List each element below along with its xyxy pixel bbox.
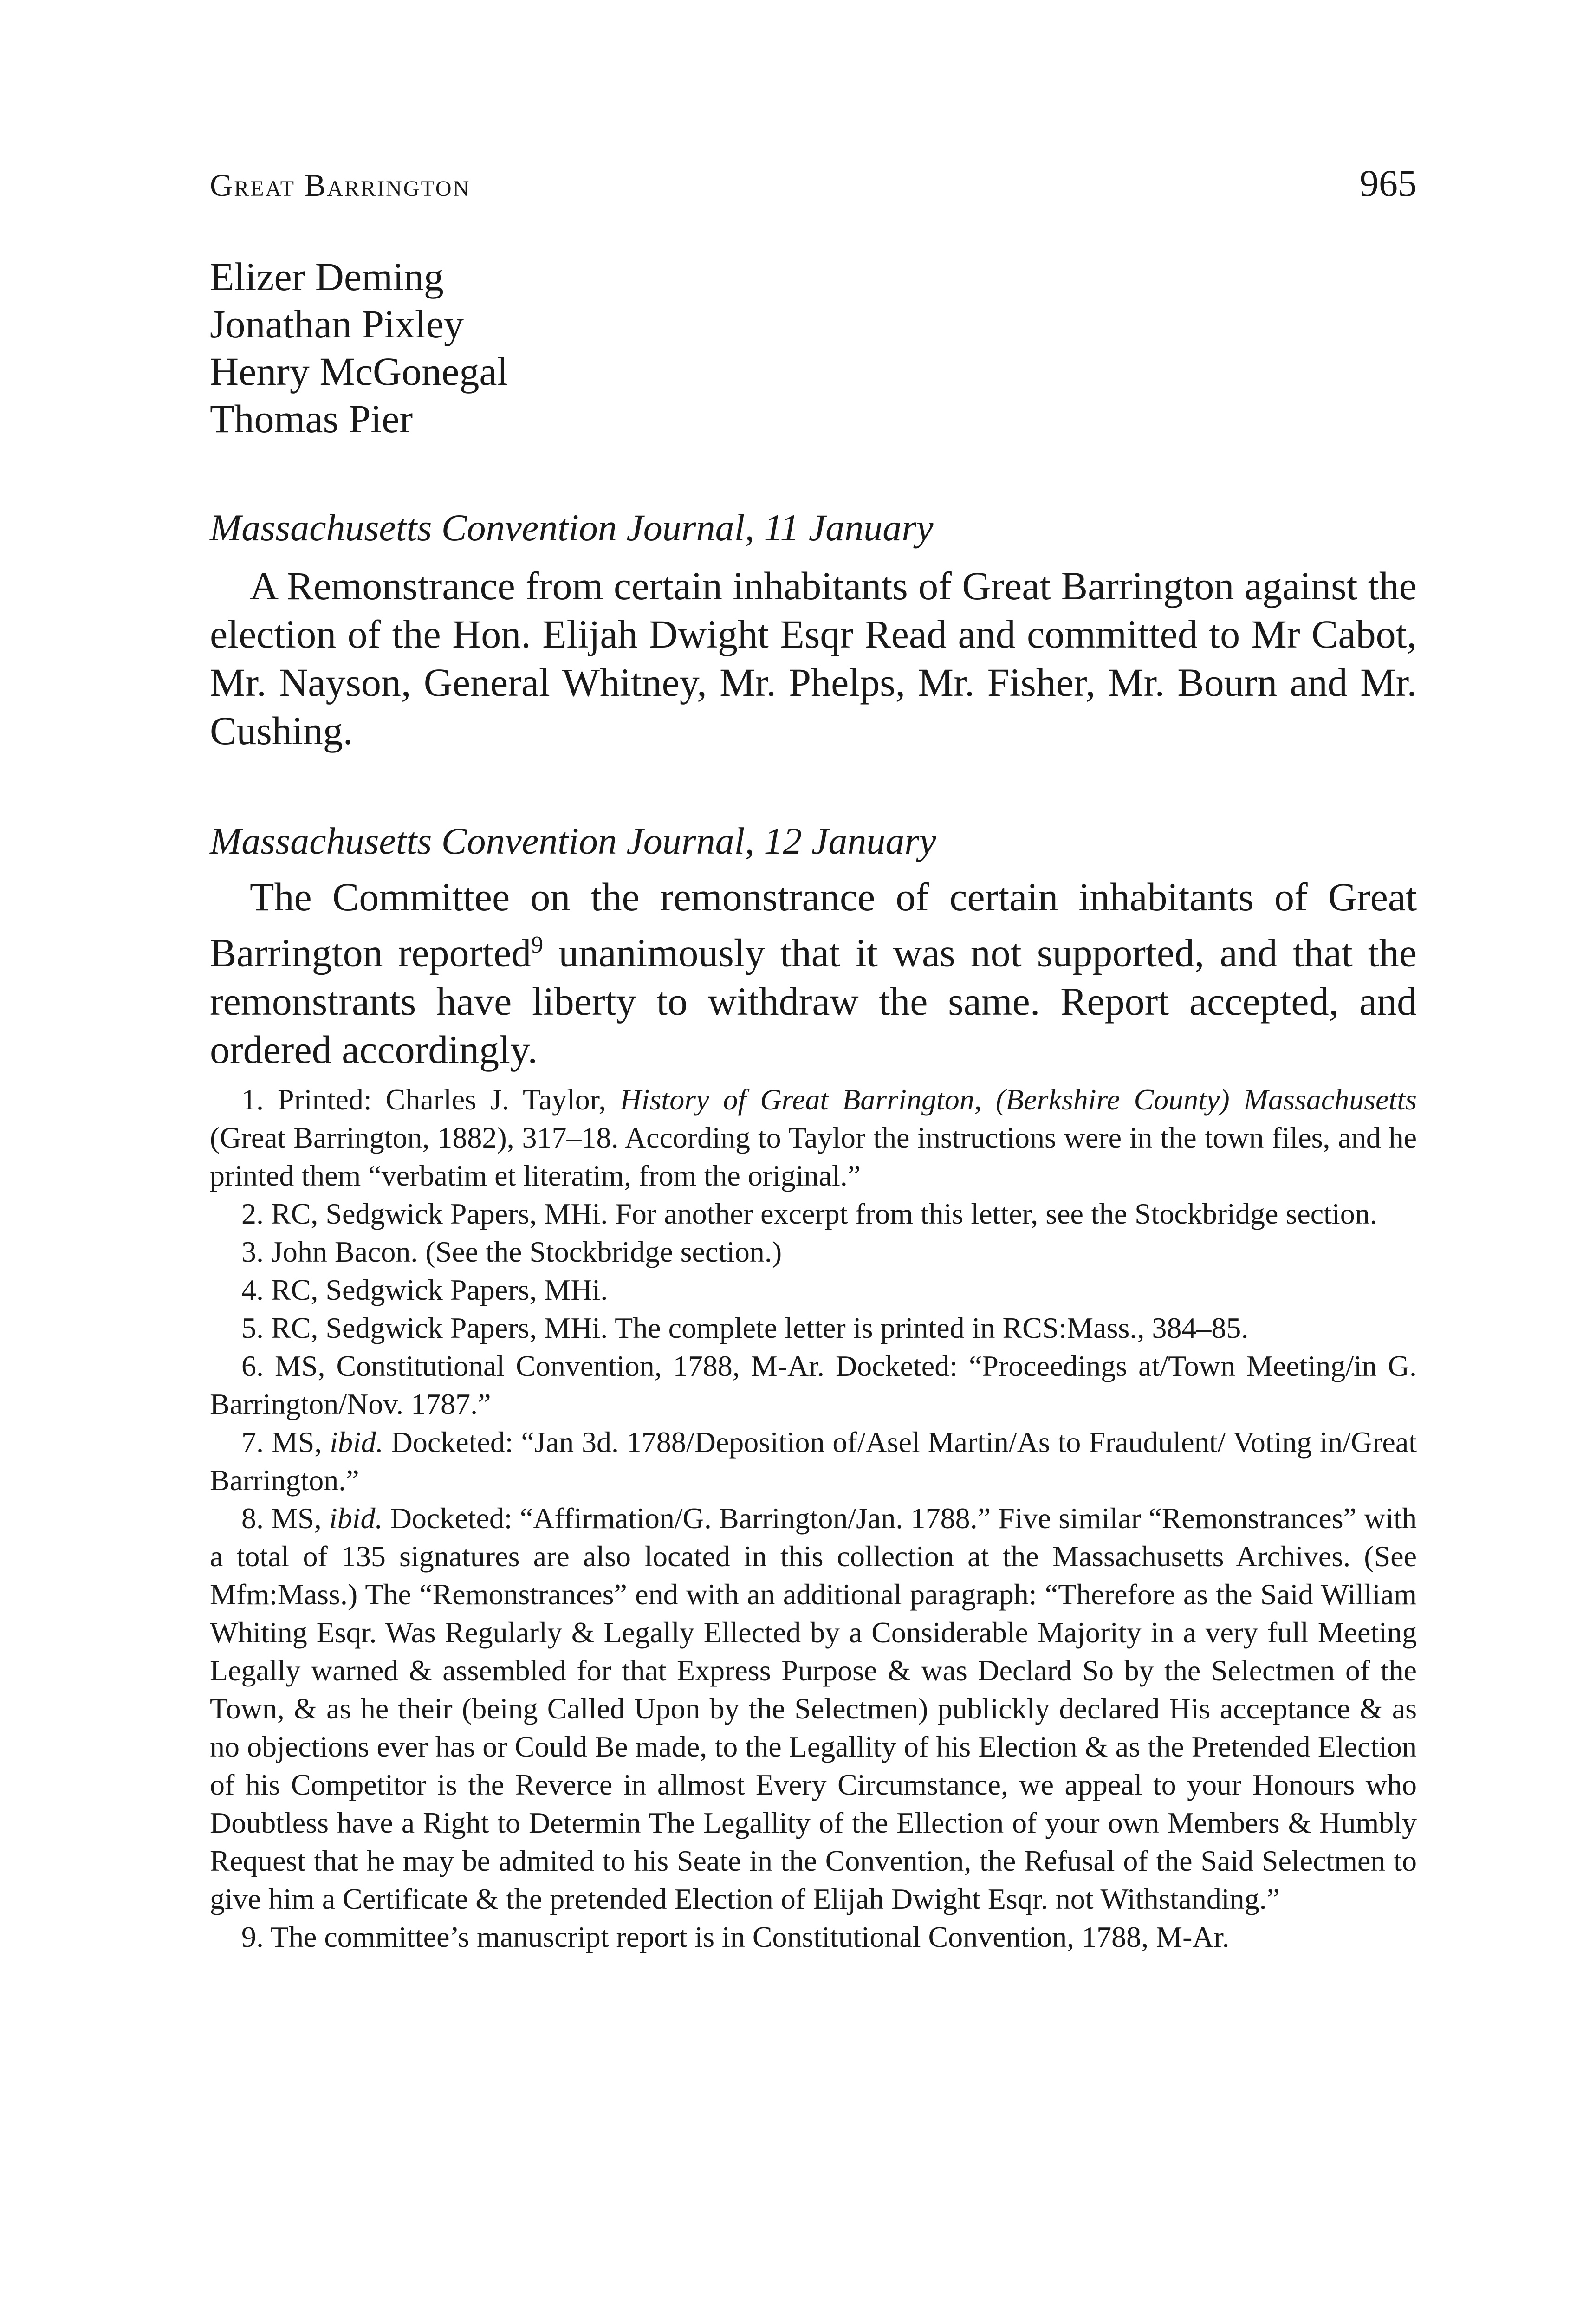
footnote-title-italic: History of Great Barrington, (Berkshire County) Massachusetts [620, 1083, 1417, 1116]
footnote-text: 7. MS, [241, 1426, 330, 1459]
footnote-4: 4. RC, Sedgwick Papers, MHi. [241, 1273, 608, 1306]
footnote-text: 8. MS, [241, 1502, 329, 1535]
signatory-name: Thomas Pier [210, 396, 413, 441]
entry-text-11-january: A Remonstrance from certain inhabitants of Great Barrington against the election of the Hon. Elijah Dwight Esqr Read and committed to Mr Cabot, Mr. Nayson, General Whitney, Mr. Phelps, Mr. Fisher, Mr. Bourn and Mr. Cushing. [210, 564, 1417, 753]
footnote-text: (Great Barrington, 1882), 317–18. According to Taylor the instructions were in the town files, and he printed them “verbatim et literatim, from the original.” [210, 1121, 1417, 1192]
footnotes [210, 1081, 1417, 1956]
footnote-5: 5. RC, Sedgwick Papers, MHi. The complete letter is printed in RCS:Mass., 384–85. [241, 1311, 1249, 1344]
entry-heading-11-january: Massachusetts Convention Journal, 11 January [210, 506, 934, 549]
footnote-6: 6. MS, Constitutional Convention, 1788, M-Ar. Docketed: “Proceedings at/Town Meeting/in G. Barrington/Nov. 1787.” [210, 1349, 1417, 1420]
running-head [210, 162, 1417, 214]
running-title: Great Barrington [210, 168, 471, 203]
footnote-2: 2. RC, Sedgwick Papers, MHi. For another excerpt from this letter, see the Stockbridge section. [241, 1197, 1377, 1230]
footnote-1 [210, 1081, 1417, 1195]
signatory-name: Henry McGonegal [210, 349, 508, 394]
signatory-name: Jonathan Pixley [210, 302, 464, 346]
footnote-3: 3. John Bacon. (See the Stockbridge section.) [241, 1235, 782, 1268]
footnote-text: 1. Printed: Charles J. Taylor, [241, 1083, 620, 1116]
footnote-ibid: ibid. [329, 1502, 383, 1535]
signatory-list [210, 253, 1417, 442]
entry-heading-12-january: Massachusetts Convention Journal, 12 January [210, 820, 936, 862]
footnote-7 [210, 1423, 1417, 1499]
footnote-reference: 9 [531, 932, 544, 958]
page-number: 965 [1360, 162, 1417, 204]
footnote-8 [210, 1499, 1417, 1918]
footnote-9: 9. The committee’s manuscript report is in Constitutional Convention, 1788, M-Ar. [241, 1920, 1230, 1953]
footnote-text: Docketed: “Affirmation/G. Barrington/Jan. 1788.” Five similar “Remonstrances” with a total of 135 signatures are also located in this collection at the Massachusetts Archives. (See Mfm:Mass.) The “Remonstrances” end with an additional paragraph: “Therefore as the Said William Whiting Esqr. Was Regularly & Legally Ellected by a Considerable Majority in a very full Meeting Legally warned & assembled for that Express Purpose & was Declard So by the Selectmen of the Town, & as he their (being Called Upon by the Selectmen) publickly declared His acceptance & as no objections ever has or Could Be made, to the Legallity of his Election & as the Pretended Election of his Competitor is the Reverce in allmost Every Circumstance, we appeal to your Honours who Doubtless have a Right to Determin The Legallity of the Ellection of your own Members & Humbly Request that he may be admited to his Seate in the Convention, the Refusal of the Said Selectmen to give him a Certificate & the pretended Election of Elijah Dwight Esqr. not Withstanding.” [210, 1502, 1417, 1915]
footnote-ibid: ibid. [330, 1426, 383, 1459]
footnote-text: Docketed: “Jan 3d. 1788/Deposition of/Asel Martin/As to Fraudulent/ Voting in/Great Barrington.” [210, 1426, 1417, 1497]
entry-text-12-january [210, 873, 1417, 1074]
signatory-name: Elizer Deming [210, 254, 444, 299]
entry-text-part: unanimously that it was not supported, and that the remonstrants have liberty to withdraw the same. Report accepted, and ordered accordingly. [210, 930, 1417, 1072]
entry-text-part: The Committee on the remonstrance of certain inhabitants of Great Barrington reported [210, 875, 1417, 975]
